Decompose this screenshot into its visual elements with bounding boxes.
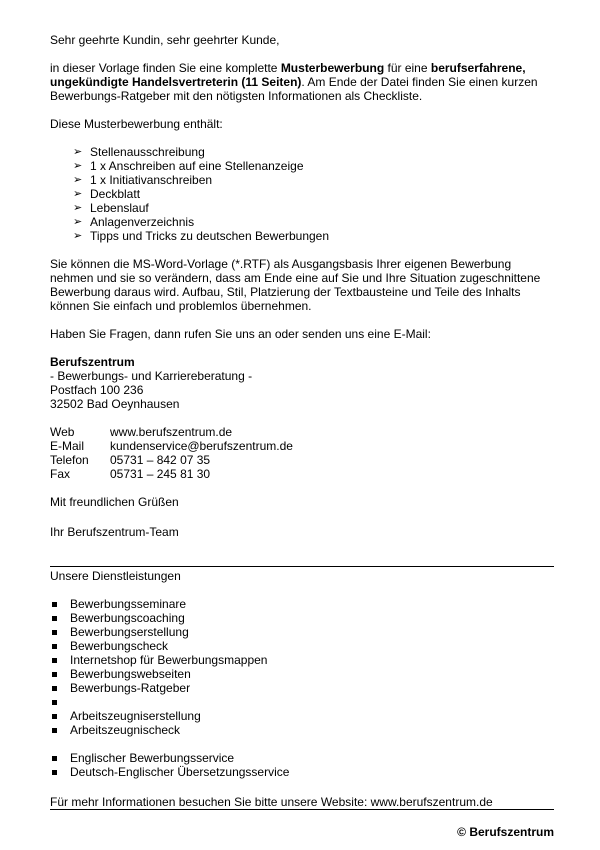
arrow-bullet-icon: ➢ [73,146,83,158]
services-list [50,597,267,737]
company-city: 32502 Bad Oeynhausen [50,397,180,411]
services-heading: Unsere Dienstleistungen [50,569,181,583]
arrow-bullet-icon: ➢ [73,230,83,242]
divider-bottom [50,809,554,810]
square-bullet-icon [52,658,57,663]
arrow-bullet-icon: ➢ [73,160,83,172]
contents-item [70,215,329,229]
service-item [50,625,267,639]
company-address [50,355,252,411]
contents-item-label: 1 x Anschreiben auf eine Stellenanzeige [90,159,304,173]
contact-label: Fax [50,467,71,481]
contents-item [70,187,329,201]
service-item [50,765,289,779]
service-item-label: Englischer Bewerbungsservice [70,751,235,765]
contact-label: E-Mail [50,439,85,453]
intro-text-2: für eine [384,61,431,75]
closing: Mit freundlichen Grüßen [50,495,179,509]
service-item [50,681,267,695]
square-bullet-icon [52,672,57,677]
service-item-label: Arbeitszeugnischeck [70,723,181,737]
contact-row [50,453,293,467]
service-item [50,597,267,611]
service-item [50,709,267,723]
contact-row [50,439,293,453]
contents-item [70,145,329,159]
questions-text: Haben Sie Fragen, dann rufen Sie uns an oder senden uns eine E-Mail: [50,327,431,341]
service-item [50,695,267,709]
service-item-label: Bewerbungsseminare [70,597,187,611]
contents-item [70,173,329,187]
company-postbox: Postfach 100 236 [50,383,144,397]
intro-text-3: . Am Ende der Datei finden Sie einen kurzen Bewerbungs-Ratgeber mit den nötigsten Informationen als Checkliste. [50,75,538,103]
square-bullet-icon [52,616,57,621]
service-item [50,639,267,653]
services-list-secondary [50,751,289,779]
arrow-bullet-icon: ➢ [73,202,83,214]
square-bullet-icon [52,686,57,691]
service-item [50,611,267,625]
square-bullet-icon [52,644,57,649]
service-item [50,653,267,667]
contact-label: Web [50,425,75,439]
contact-value: kundenservice@berufszentrum.de [110,439,293,453]
contact-row [50,425,293,439]
footer-text: Für mehr Informationen besuchen Sie bitte unsere Website: www.berufszentrum.de [50,795,493,809]
square-bullet-icon [52,770,57,775]
intro-text-1: in dieser Vorlage finden Sie eine komplette [50,61,281,75]
usage-paragraph: Sie können die MS-Word-Vorlage (*.RTF) als Ausgangsbasis Ihrer eigenen Bewerbung nehmen und sie so verändern, dass am Ende eine auf Sie und Ihre Situation zugeschnittene Bewerbung daraus wird. Aufbau, Stil, Platzierung der Textbausteine und Teile des Inhalts können Sie einfach und problemlos übernehmen. [50,257,541,313]
company-tagline: - Bewerbungs- und Karriereberatung - [50,369,253,383]
contents-item-label: 1 x Initiativanschreiben [90,173,213,187]
service-item-label: Deutsch-Englischer Übersetzungsservice [70,765,290,779]
contents-item [70,201,329,215]
square-bullet-icon [52,728,57,733]
divider-top [50,566,554,567]
arrow-bullet-icon: ➢ [73,188,83,200]
intro-paragraph [50,61,555,103]
service-item-label: Bewerbungscoaching [70,611,185,625]
contact-value: 05731 – 245 81 30 [110,467,211,481]
contents-heading: Diese Musterbewerbung enthält: [50,117,223,131]
arrow-bullet-icon: ➢ [73,174,83,186]
copyright: © Berufszentrum [457,825,554,839]
contact-value: 05731 – 842 07 35 [110,453,211,467]
service-item-label: Bewerbungswebseiten [70,667,191,681]
square-bullet-icon [52,714,57,719]
square-bullet-icon [52,630,57,635]
contents-item-label: Lebenslauf [90,201,149,215]
contents-list [70,145,329,243]
square-bullet-icon [52,756,57,761]
service-item-label: Internetshop für Bewerbungsmappen [70,653,268,667]
service-item-label: Bewerbungserstellung [70,625,189,639]
contents-item-label: Deckblatt [90,187,141,201]
contents-item-label: Anlagenverzeichnis [90,215,195,229]
signature: Ihr Berufszentrum-Team [50,525,179,539]
contents-item [70,229,329,243]
service-item [50,667,267,681]
service-item [50,723,267,737]
square-bullet-icon [52,602,57,607]
square-bullet-icon [52,700,57,705]
service-item-label: Bewerbungscheck [70,639,169,653]
contents-item [70,159,329,173]
contact-value: www.berufszentrum.de [110,425,233,439]
greeting: Sehr geehrte Kundin, sehr geehrter Kunde, [50,33,280,47]
company-name: Berufszentrum [50,355,135,369]
service-item-label: Arbeitszeugniserstellung [70,709,201,723]
intro-bold-2: berufserfahrene, ungekündigte Handelsvertreterin (11 Seiten) [50,61,526,89]
contents-item-label: Tipps und Tricks zu deutschen Bewerbungen [90,229,330,243]
contents-item-label: Stellenausschreibung [90,145,205,159]
arrow-bullet-icon: ➢ [73,216,83,228]
contact-block [50,425,293,481]
intro-bold-1: Musterbewerbung [280,61,385,75]
service-item-label: Bewerbungs-Ratgeber [70,681,191,695]
contact-row [50,467,293,481]
contact-label: Telefon [50,453,89,467]
service-item [50,751,289,765]
